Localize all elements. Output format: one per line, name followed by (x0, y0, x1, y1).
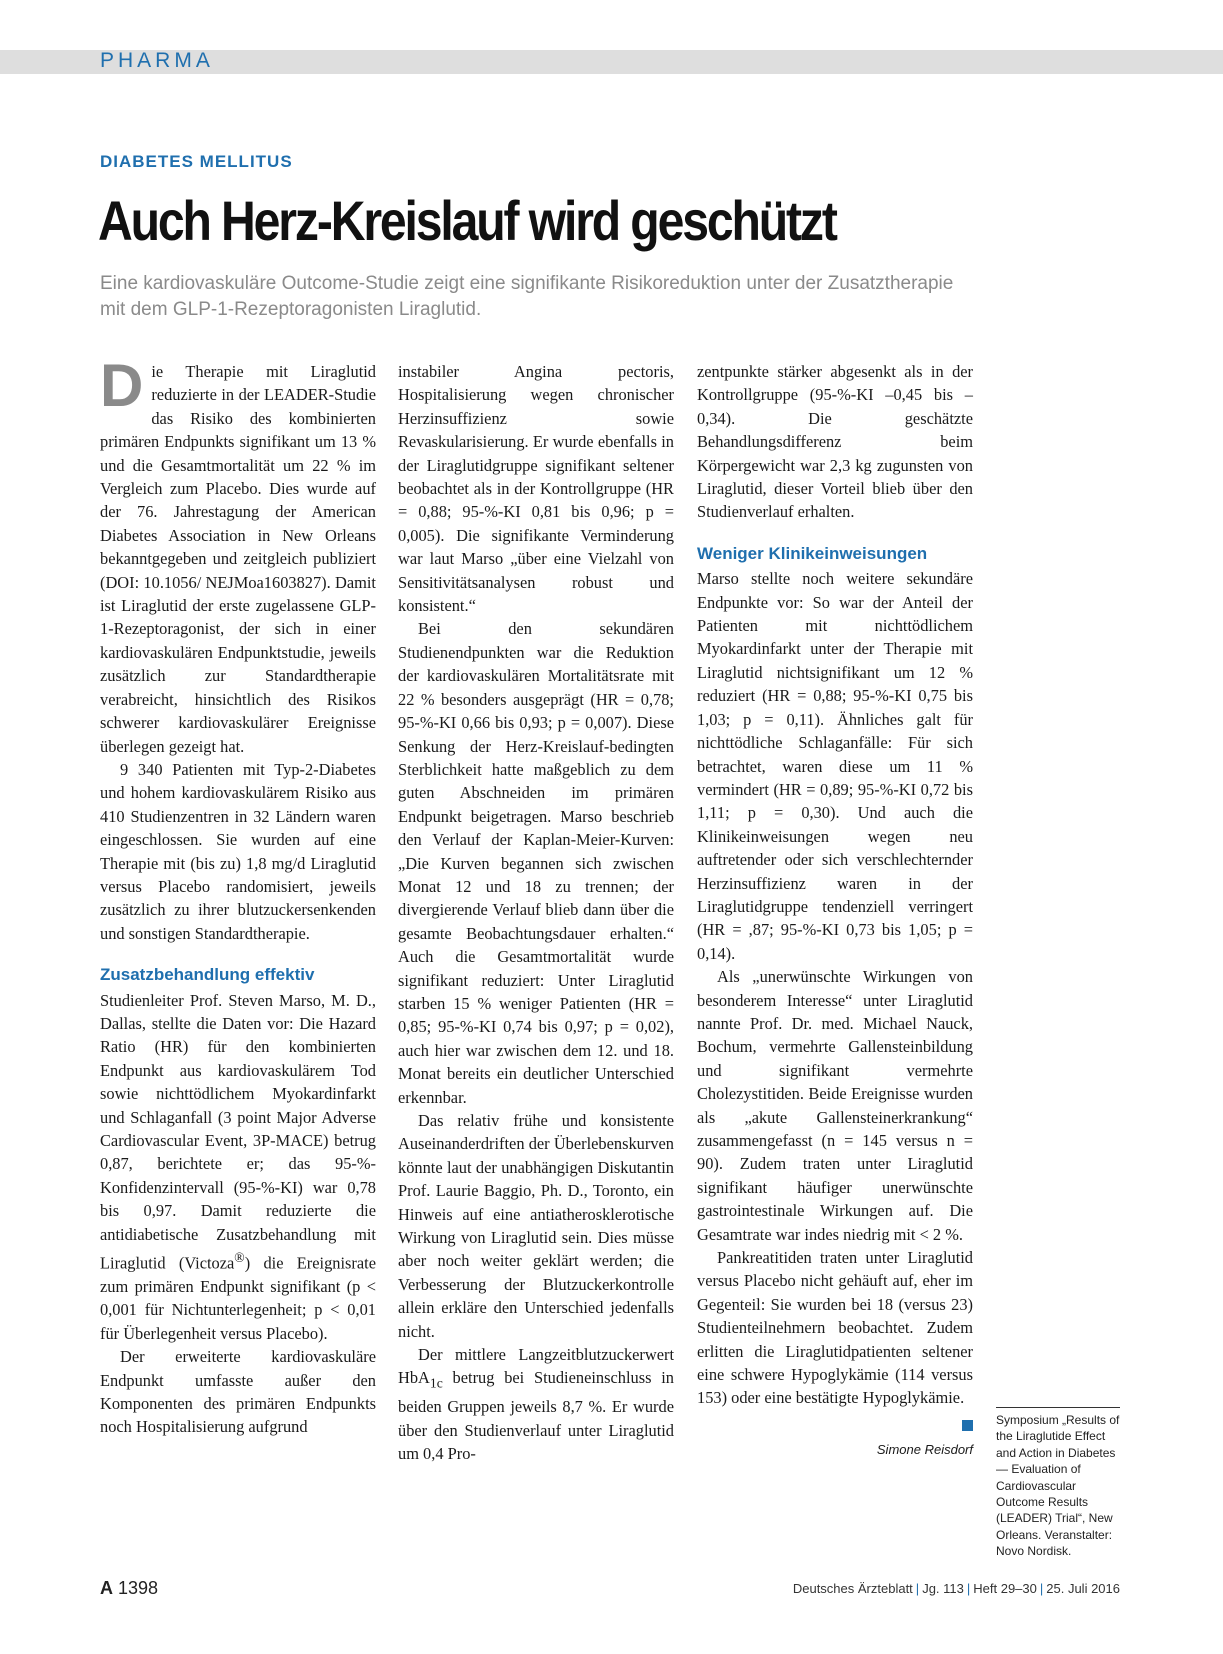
text-column-1 (100, 352, 376, 1439)
paragraph: Das relativ frühe und konsistente Auseinanderdriften der Überlebenskurven könnte laut der unabhängigen Diskutantin Prof. Laurie Baggio, Ph. D., Toronto, ein Hinweis auf eine antiatherosklerotische Wirkung von Liraglutid sein. Dies müsse aber noch weiter geklärt werden; die Verbesserung der Blutzuckerkontrolle allein erkläre den Unterschied jedenfalls nicht. (398, 1111, 674, 1341)
paragraph-text: Studienleiter Prof. Steven Marso, M. D., Dallas, stellte die Daten vor: Die Hazard Ratio (HR) für den kombinierten Endpunkt aus kardiovaskulärem Tod sowie nichttödlichem Myokardinfarkt und Schlaganfall (3 point Major Adverse Cardiovascular Event, 3P-MACE) betrug 0,87, berichtete er; das 95-%-Konfidenzintervall (95-%-KI) war 0,78 bis 0,97. Damit reduzierte die antidiabetische Zusatzbehandlung mit Liraglutid (Victoza (100, 990, 376, 1273)
paragraph: zentpunkte stärker abgesenkt als in der Kontrollgruppe (95-%-KI –0,45 bis –0,34). Die geschätzte Behandlungsdifferenz beim Körpergewicht war 2,3 kg zugunsten von Liraglutid, dieser Vorteil blieb über den Studienverlauf erhalten. (697, 362, 973, 522)
separator: | (966, 1581, 971, 1596)
page-number (100, 1578, 158, 1599)
paragraph: instabiler Angina pectoris, Hospitalisierung wegen chronischer Herzinsuffizienz sowie Revaskularisierung. Er wurde ebenfalls in der Liraglutidgruppe signifikant seltener beobachtet als in der Kontrollgruppe (HR = 0,88; 95-%-KI 0,81 bis 0,96; p = 0,005). Die signifikante Verminderung war laut Marso „über eine Vielzahl von Sensitivitätsanalysen robust und konsistent.“ (398, 362, 674, 616)
section-label: PHARMA (100, 49, 214, 72)
article-title: Auch Herz-Kreislauf wird geschützt (98, 189, 836, 252)
sidenote: Symposium „Results of the Liraglutide Effect and Action in Diabetes — Evaluation of Cardiovascular Outcome Results (LEADER) Trial“, New Orleans. Veranstalter: Novo Nordisk. (996, 1407, 1120, 1560)
journal-issue: Heft 29–30 (973, 1581, 1037, 1596)
paragraph-text: ie Therapie mit Liraglutid reduzierte in der LEADER-Studie das Risiko des kombinierten primären Endpunkts signifikant um 13 % und die Gesamtmortalität um 22 % im Vergleich zum Placebo. Dies wurde auf der 76. Jahrestagung der American Diabetes Association in New Orleans bekanntgegeben und zeitgleich publiziert (DOI: 10.1056/ NEJMoa1603827). Damit ist Liraglutid der erste zugelassene GLP-1-Rezeptoragonist, der sich in einer kardiovaskulären Endpunktstudie, jeweils zusätzlich zur Standardtherapie verabreicht, hinsichtlich des Risikos schwerer kardiovaskulärer Ereignisse überlegen gezeigt hat. (100, 362, 376, 756)
journal-date: 25. Juli 2016 (1046, 1581, 1120, 1596)
paragraph-text: Der mittlere Langzeitblutzuckerwert HbA (398, 1345, 674, 1388)
subheading-zusatzbehandlung: Zusatzbehandlung effektiv (100, 965, 315, 985)
paragraph: Marso stellte noch weitere sekundäre Endpunkte vor: So war der Anteil der Patienten mit nichttödlichem Myokardinfarkt unter der Therapie mit Liraglutid nichtsignifikant um 12 % reduziert (HR = 0,88; 95-%-KI 0,75 bis 1,03; p = 0,11). Ähnliches galt für nichttödliche Schlaganfälle: Für sich betrachtet, waren diese um 11 % vermindert (HR = 0,89; 95-%-KI 0,72 bis 1,11; p = 0,30). Und auch die Klinikeinweisungen wegen neu auftretender oder sich verschlechternder Herzinsuffizienz waren in der Liraglutidgruppe tendenziell verringert (HR = ,87; 95-%-KI 0,73 bis 1,05; p = 0,14). (697, 569, 973, 963)
author-name: Simone Reisdorf (876, 1442, 973, 1458)
separator: | (1039, 1581, 1044, 1596)
paragraph-text: betrug bei Studieneinschluss in beiden Gruppen jeweils 8,7 %. Er wurde über den Studienverlauf unter Liraglutid um 0,4 Pro- (398, 1368, 674, 1463)
drop-cap: D (100, 352, 144, 419)
hba1c-subscript: 1c (429, 1375, 443, 1391)
article-subtitle: Eine kardiovaskuläre Outcome-Studie zeigt eine signifikante Risikoreduktion unter der Zusatztherapie mit dem GLP-1-Rezeptoragonisten Liraglutid. (100, 273, 954, 320)
paragraph (100, 352, 376, 758)
end-mark-icon (962, 1420, 973, 1431)
subheading-klinikeinweisungen: Weniger Klinikeinweisungen (697, 543, 928, 563)
text-column-2 (398, 360, 674, 1465)
paragraph: Pankreatitiden traten unter Liraglutid versus Placebo nicht gehäuft auf, eher im Gegenteil: Sie wurden bei 18 (versus 23) Studienteilnehmern beobachtet. Zudem erlitten die Liraglutidpatienten seltener eine schwere Hypoglykämie (114 versus 153) oder eine bestätigte Hypoglykämie. (697, 1248, 973, 1408)
paragraph (100, 989, 376, 1346)
text-column-3 (697, 360, 973, 1462)
separator: | (915, 1581, 920, 1596)
paragraph: Bei den sekundären Studienendpunkten war die Reduktion der kardiovaskulären Mortalitätsrate mit 22 % besonders ausgeprägt (HR = 0,78; 95-%-KI 0,66 bis 0,93; p = 0,007). Diese Senkung der Herz-Kreislauf-bedingten Sterblichkeit hatte maßgeblich zu dem guten Abschneiden im primären Endpunkt beigetragen. Marso beschrieb den Verlauf der Kaplan-Meier-Kurven: „Die Kurven begannen sich zwischen Monat 12 und 18 zu trennen; der divergierende Verlauf blieb dann über die gesamte Beobachtungsdauer erhalten.“ Auch die Gesamtmortalität wurde signifikant reduziert: Unter Liraglutid starben 15 % weniger Patienten (HR = 0,85; 95-%-KI 0,74 bis 0,97; p = 0,02), auch hier war zwischen dem 12. und 18. Monat bereits ein deutlicher Unterschied erkennbar. (398, 619, 674, 1107)
journal-volume: Jg. 113 (922, 1581, 964, 1596)
registered-mark: ® (234, 1250, 245, 1266)
paragraph: 9 340 Patienten mit Typ-2-Diabetes und hohem kardiovaskulärem Risiko aus 410 Studienzentren in 32 Ländern waren eingeschlossen. Sie wurden auf eine Therapie mit (bis zu) 1,8 mg/d Liraglutid versus Placebo randomisiert, jeweils zusätzlich zu ihrer blutzuckersenkenden und sonstigen Standardtherapie. (100, 759, 376, 943)
paragraph (398, 1343, 674, 1465)
journal-name: Deutsches Ärzteblatt (792, 1581, 913, 1596)
page-number-value: 1398 (118, 1578, 159, 1598)
author-line (697, 1414, 973, 1462)
journal-info (793, 1581, 1120, 1596)
paragraph: Der erweiterte kardiovaskuläre Endpunkt umfasste außer den Komponenten des primären Endpunkts noch Hospitalisierung aufgrund (100, 1347, 376, 1437)
paragraph-text: ) die Ereignisrate zum primären Endpunkt signifikant (p < 0,001 für Nichtunterlegenheit; p < 0,01 für Überlegenheit versus Placebo). (100, 1253, 376, 1343)
paragraph: Als „unerwünschte Wirkungen von besonderem Interesse“ unter Liraglutid nannte Prof. Dr. med. Michael Nauck, Bochum, vermehrte Gallensteinbildung und signifikant vermehrte Cholezystitiden. Beide Ereignisse wurden als „akute Gallensteinerkrankung“ zusammengefasst (n = 145 versus n = 90). Zudem traten unter Liraglutid signifikant häufiger unerwünschte gastrointestinale Wirkungen auf. Die Gesamtrate war indes niedrig mit < 2 %. (697, 967, 973, 1244)
article-kicker: DIABETES MELLITUS (100, 152, 293, 171)
page-letter: A (100, 1578, 113, 1598)
